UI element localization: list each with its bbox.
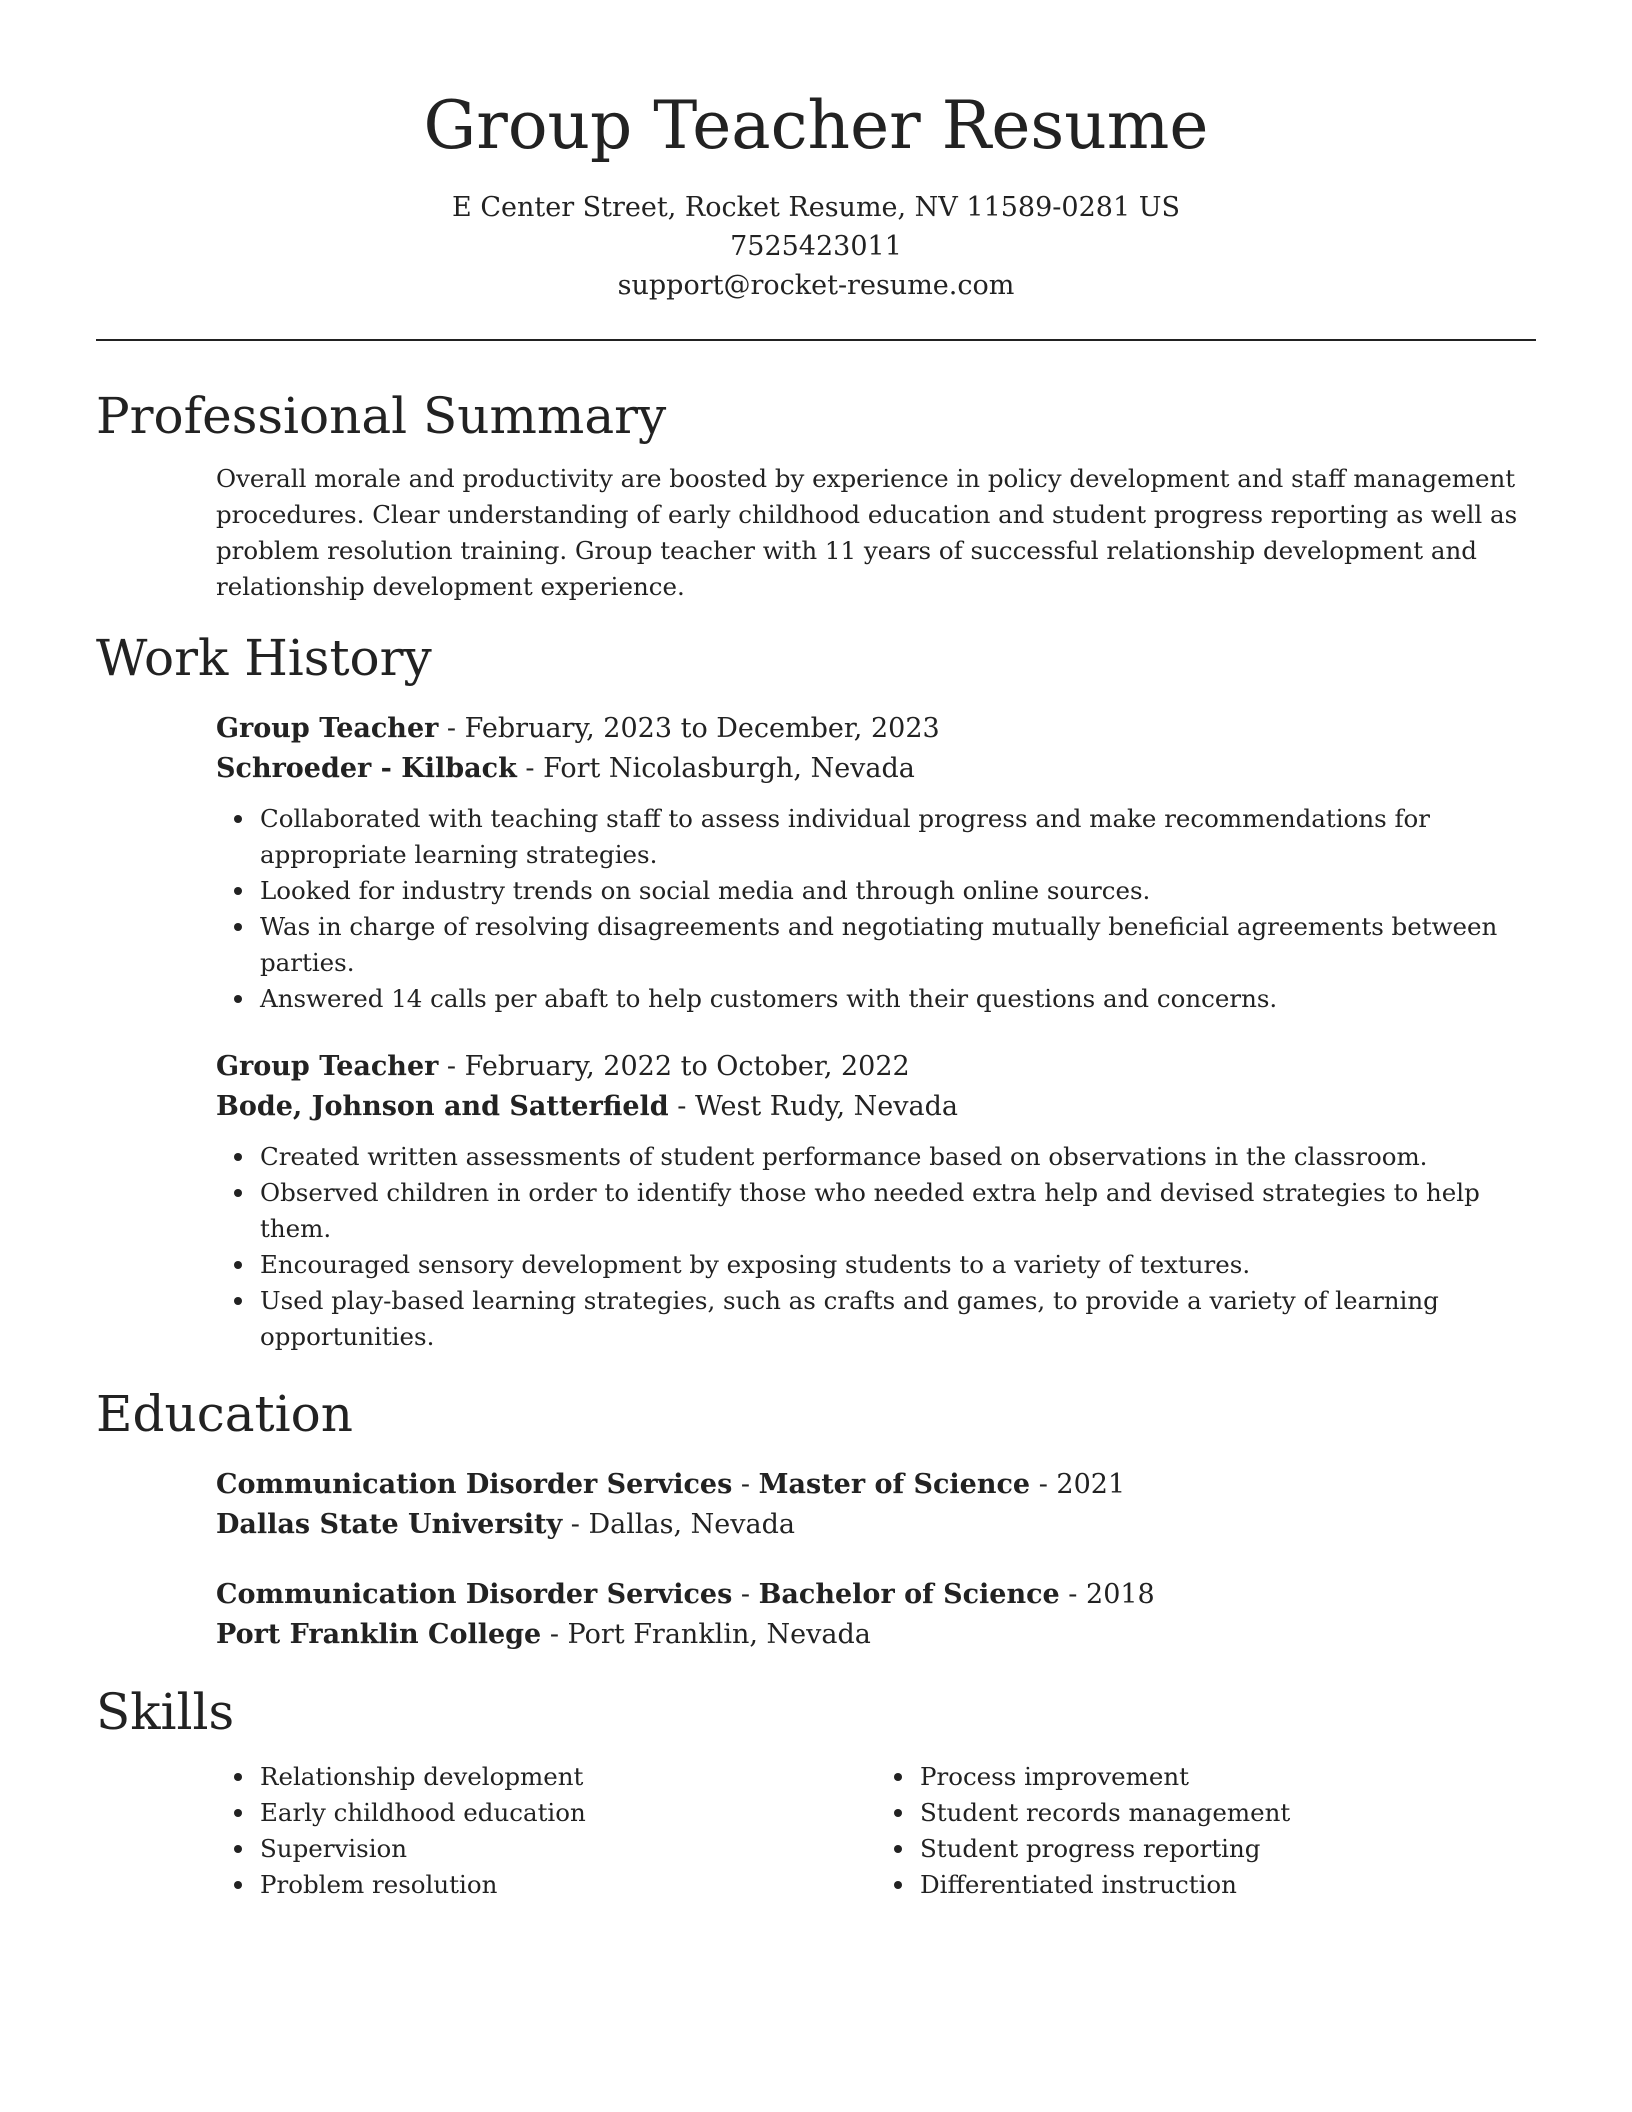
summary-heading: Professional Summary	[96, 387, 667, 445]
skills-column-left	[216, 1759, 876, 1903]
skill-item: Problem resolution	[260, 1867, 876, 1903]
separator: -	[732, 1579, 759, 1610]
education-school: Port Franklin College	[216, 1619, 542, 1650]
job-company: Schroeder - Kilback	[216, 753, 517, 784]
skills-column-right	[876, 1759, 1536, 1903]
education-field: Communication Disorder Services	[216, 1469, 733, 1500]
job-bullet: Answered 14 calls per abaft to help customers with their questions and concerns.	[260, 981, 1536, 1017]
separator: -	[1030, 1469, 1057, 1500]
skill-item: Early childhood education	[260, 1795, 876, 1831]
contact-block	[96, 188, 1536, 305]
job-bullets	[216, 1139, 1536, 1355]
separator: -	[438, 1051, 465, 1082]
education-school-line	[216, 1615, 1536, 1655]
job-company-line	[216, 1087, 1536, 1127]
education-section	[96, 1381, 1536, 1655]
skill-item: Process improvement	[920, 1759, 1536, 1795]
education-location: Dallas, Nevada	[588, 1509, 795, 1540]
separator: -	[1059, 1579, 1087, 1610]
work-history-section	[96, 625, 1536, 1355]
summary-section	[96, 383, 1536, 605]
skill-item: Supervision	[260, 1831, 876, 1867]
skills-grid	[216, 1759, 1536, 1903]
job-bullet: Created written assessments of student performance based on observations in the classroom.	[260, 1139, 1536, 1175]
job-bullets	[216, 801, 1536, 1017]
education-entry	[216, 1465, 1536, 1545]
skills-heading: Skills	[96, 1683, 235, 1741]
job-title: Group Teacher	[216, 1051, 439, 1082]
contact-address: E Center Street, Rocket Resume, NV 11589-0281 US	[452, 192, 1180, 223]
contact-email: support@rocket-resume.com	[617, 270, 1015, 301]
resume-header	[96, 80, 1536, 305]
education-field: Communication Disorder Services	[216, 1579, 733, 1610]
job-bullet: Collaborated with teaching staff to assess individual progress and make recommendations for appropriate learning strategies.	[260, 801, 1536, 873]
job-title: Group Teacher	[216, 713, 439, 744]
job-entry	[216, 709, 1536, 1017]
separator: -	[732, 1469, 759, 1500]
job-bullet: Looked for industry trends on social media and through online sources.	[260, 873, 1536, 909]
job-title-line	[216, 1047, 1536, 1087]
separator: -	[516, 753, 544, 784]
education-degree-line	[216, 1465, 1536, 1505]
education-degree-line	[216, 1575, 1536, 1615]
education-degree: Bachelor of Science	[758, 1579, 1060, 1610]
work-history-heading: Work History	[96, 629, 432, 687]
skill-item: Relationship development	[260, 1759, 876, 1795]
education-school-line	[216, 1505, 1536, 1545]
separator: -	[668, 1091, 695, 1122]
education-heading: Education	[96, 1385, 353, 1443]
header-divider	[96, 339, 1536, 341]
education-year: 2021	[1056, 1469, 1126, 1500]
skills-section	[96, 1679, 1536, 1903]
job-dates: February, 2022 to October, 2022	[464, 1051, 910, 1082]
job-entry	[216, 1047, 1536, 1355]
education-degree: Master of Science	[758, 1469, 1031, 1500]
summary-text: Overall morale and productivity are boosted by experience in policy development and staff management procedures. Clear understanding of early childhood education and student progress reporting as well as problem resolution training. Group teacher with 11 years of successful relationship development and relationship development experience.	[216, 464, 1518, 601]
skill-item: Differentiated instruction	[920, 1867, 1536, 1903]
job-bullet: Encouraged sensory development by exposing students to a variety of textures.	[260, 1247, 1536, 1283]
separator: -	[541, 1619, 568, 1650]
job-company: Bode, Johnson and Satterfield	[216, 1091, 669, 1122]
job-location: West Rudy, Nevada	[694, 1091, 958, 1122]
education-school: Dallas State University	[216, 1509, 563, 1540]
education-year: 2018	[1086, 1579, 1155, 1610]
education-location: Port Franklin, Nevada	[567, 1619, 871, 1650]
contact-phone: 7525423011	[730, 231, 902, 262]
job-bullet: Was in charge of resolving disagreements and negotiating mutually beneficial agreements between parties.	[260, 909, 1536, 981]
job-dates: February, 2023 to December, 2023	[464, 713, 940, 744]
job-bullet: Used play-based learning strategies, such as crafts and games, to provide a variety of learning opportunities.	[260, 1283, 1536, 1355]
skill-item: Student records management	[920, 1795, 1536, 1831]
skill-item: Student progress reporting	[920, 1831, 1536, 1867]
job-location: Fort Nicolasburgh, Nevada	[543, 753, 915, 784]
separator: -	[562, 1509, 589, 1540]
job-company-line	[216, 749, 1536, 789]
education-entry	[216, 1575, 1536, 1655]
separator: -	[438, 713, 465, 744]
job-title-line	[216, 709, 1536, 749]
job-bullet: Observed children in order to identify those who needed extra help and devised strategies to help them.	[260, 1175, 1536, 1247]
resume-title: Group Teacher Resume	[423, 87, 1209, 164]
